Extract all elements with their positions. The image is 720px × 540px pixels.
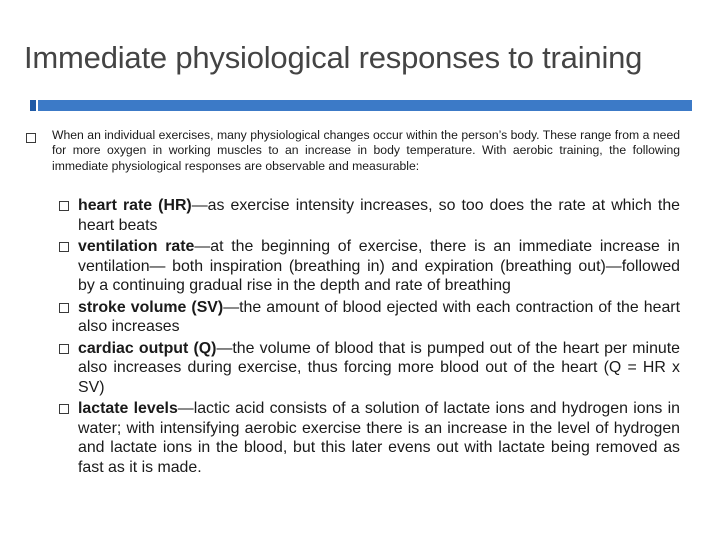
list-item-lactate-levels xyxy=(78,399,680,477)
item-text: —as exercise intensity increases, so too does the rate at which the heart beats xyxy=(78,197,680,234)
item-text: —at the beginning of exercise, there is an immediate increase in ventilation— both inspiration (breathing in) and expiration (breathing out)—followed by a continuing gradual rise in the depth and rate of breathing xyxy=(78,238,681,294)
item-text: —lactic acid consists of a solution of lactate ions and hydrogen ions in water; with intensifying aerobic exercise there is an increase in the level of hydrogen and lactate ions in the blood, but this later evens out with lactate being removed as fast as it is made. xyxy=(78,400,680,476)
square-bullet-icon xyxy=(59,303,69,313)
list-item-cardiac-output xyxy=(78,339,680,398)
list-item-ventilation-rate xyxy=(78,237,680,296)
square-bullet-icon xyxy=(59,201,69,211)
title-divider xyxy=(30,100,692,111)
list-item-stroke-volume xyxy=(78,298,680,337)
square-bullet-icon xyxy=(59,242,69,252)
item-text: —the amount of blood ejected with each contraction of the heart also increases xyxy=(78,298,680,335)
item-term: stroke volume (SV) xyxy=(78,298,224,316)
square-bullet-icon xyxy=(26,133,36,143)
intro-text: When an individual exercises, many physiological changes occur within the person’s body. These range from a need for more oxygen in working muscles to an increase in body temperature. With aerobic training, the following immediate physiological responses are observable and measurable: xyxy=(52,128,680,173)
divider-bar xyxy=(38,100,692,111)
slide-title: Immediate physiological responses to training xyxy=(24,40,643,75)
response-list xyxy=(78,196,680,479)
item-term: lactate levels xyxy=(78,400,178,417)
item-term: heart rate (HR) xyxy=(78,197,192,214)
item-term: cardiac output (Q) xyxy=(78,339,217,357)
list-item-heart-rate xyxy=(78,196,680,235)
item-text: —the volume of blood that is pumped out of the heart per minute also increases during exercise, thus forcing more blood out of the heart (Q = HR x SV) xyxy=(78,339,680,396)
divider-accent xyxy=(30,100,36,111)
square-bullet-icon xyxy=(59,344,69,354)
square-bullet-icon xyxy=(59,404,69,414)
intro-paragraph xyxy=(52,128,680,174)
item-term: ventilation rate xyxy=(78,238,195,255)
